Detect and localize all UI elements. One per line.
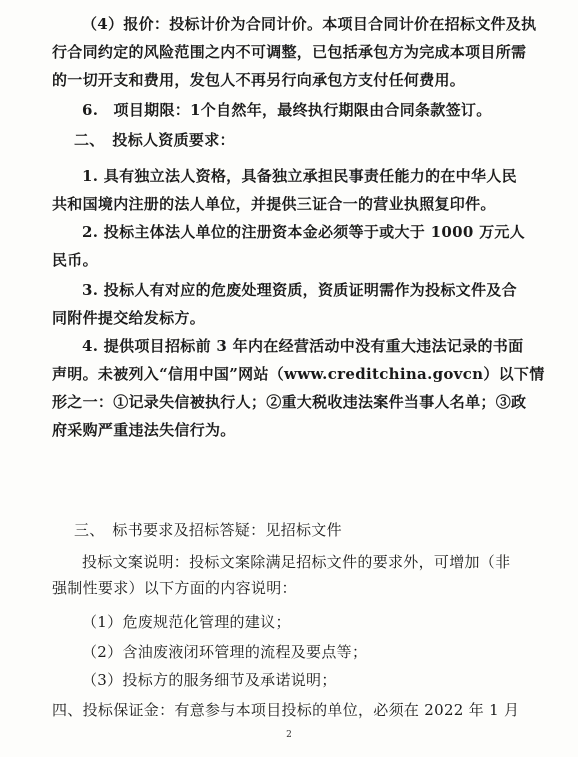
section-heading: 三、 标书要求及招标答疑：见招标文件 xyxy=(74,521,342,539)
text-line: （4）报价：投标计价为合同计价。本项目合同计价在招标文件及执 xyxy=(82,15,537,33)
text-line: 形之一：①记录失信被执行人；②重大税收违法案件当事人名单；③政 xyxy=(52,393,527,411)
text-line: 行合同约定的风险范围之内不可调整，已包括承包方为完成本项目所需 xyxy=(52,43,527,61)
text-line: 强制性要求）以下方面的内容说明： xyxy=(52,579,297,597)
text-line: 6. 项目期限：1个自然年，最终执行期限由合同条款签订。 xyxy=(82,101,492,119)
text-line: （2）含油废液闭环管理的流程及要点等； xyxy=(82,643,368,661)
text-line: 投标文案说明：投标文案除满足招标文件的要求外，可增加（非 xyxy=(82,553,511,571)
text-line: （1）危废规范化管理的建议； xyxy=(82,613,291,631)
section-heading: 二、 投标人资质要求： xyxy=(74,131,235,149)
page-number: 2 xyxy=(286,730,292,740)
text-line: 声明。未被列入“信用中国”网站（www.creditchina.govcn）以下情 xyxy=(52,365,545,383)
text-line: （3）投标方的服务细节及承诺说明； xyxy=(82,671,337,689)
text-line: 共和国境内注册的法人单位，并提供三证合一的营业执照复印件。 xyxy=(52,195,496,213)
text-line: 府采购严重违法失信行为。 xyxy=(52,421,236,439)
text-line: 同附件提交给发标方。 xyxy=(52,309,206,327)
section-heading: 四、投标保证金：有意参与本项目投标的单位，必须在 2022 年 1 月 xyxy=(52,701,520,719)
text-line: 1. 具有独立法人资格，具备独立承担民事责任能力的在中华人民 xyxy=(82,167,517,185)
text-line: 4. 提供项目招标前 3 年内在经营活动中没有重大违法记录的书面 xyxy=(82,337,524,355)
text-line: 民币。 xyxy=(52,251,98,269)
text-line: 的一切开支和费用，发包人不再另行向承包方支付任何费用。 xyxy=(52,71,466,89)
text-line: 2. 投标主体法人单位的注册资本金必须等于或大于 1000 万元人 xyxy=(82,223,525,241)
text-line: 3. 投标人有对应的危废处理资质，资质证明需作为投标文件及合 xyxy=(82,281,517,299)
